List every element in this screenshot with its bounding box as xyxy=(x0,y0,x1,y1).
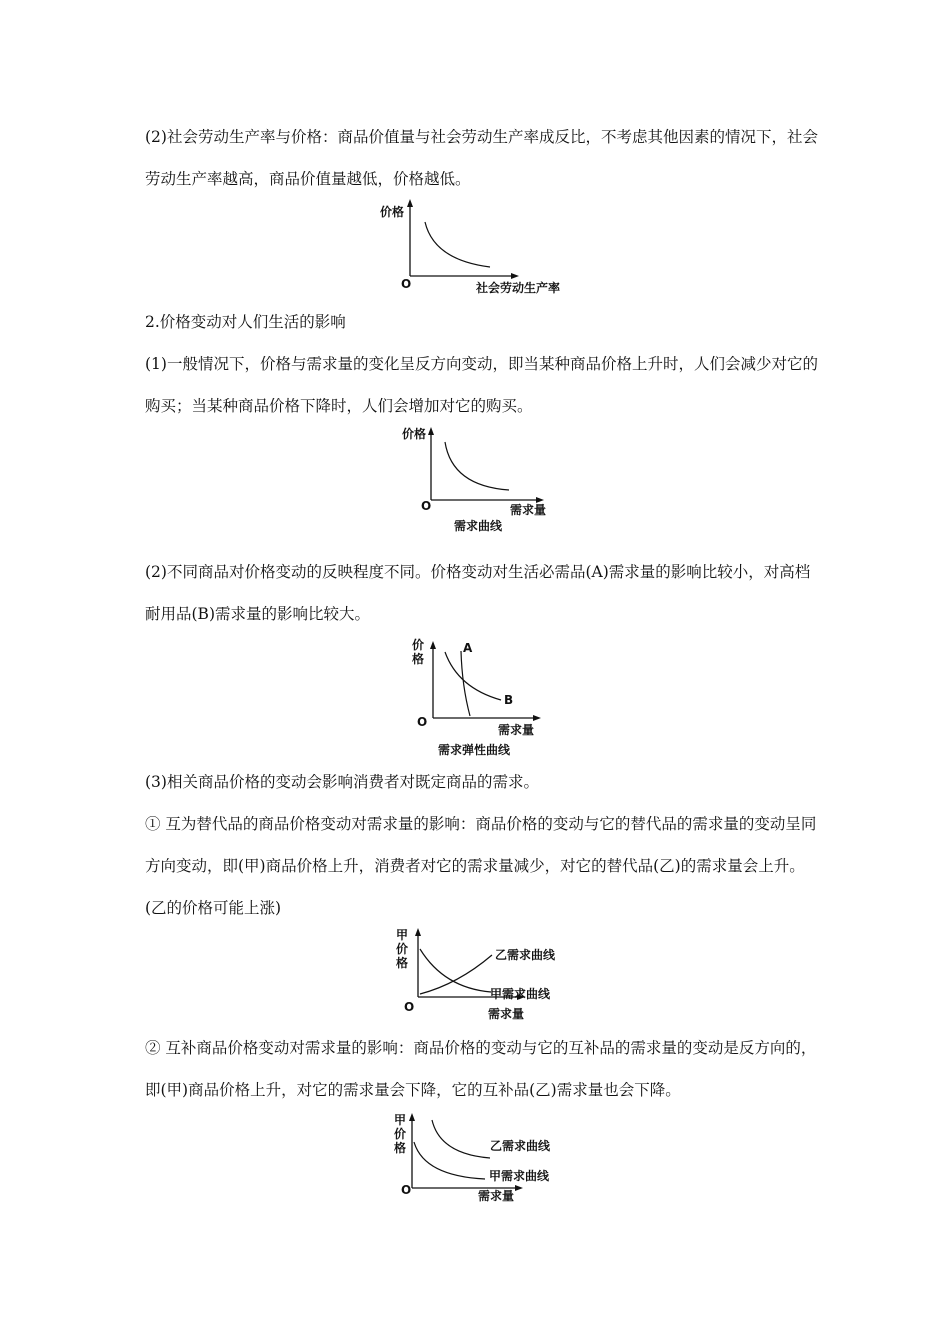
figure-complements xyxy=(366,1108,566,1206)
figure-caption: 需求弹性曲线 xyxy=(438,743,511,757)
y-axis-label-3: 格 xyxy=(394,1141,407,1155)
x-axis-arrow xyxy=(515,1185,523,1191)
x-axis-arrow xyxy=(511,273,519,279)
y-axis-label-1: 甲 xyxy=(396,928,409,942)
y-axis-label-1: 甲 xyxy=(394,1113,407,1127)
figure-demand-curve xyxy=(396,422,566,537)
y-axis-arrow xyxy=(409,1113,415,1121)
curve-yi xyxy=(420,955,492,994)
figure-price-productivity xyxy=(372,196,587,301)
figure-caption: 需求曲线 xyxy=(454,519,503,533)
origin-label: O xyxy=(421,499,432,513)
y-axis-label-2: 价 xyxy=(396,942,409,956)
paragraph-demand-inverse: (1)一般情况下，价格与需求量的变化呈反方向变动，即当某种商品价格上升时，人们会减少对它的购买；当某种商品价格下降时，人们会增加对它的购买。 xyxy=(145,355,818,415)
origin-label: O xyxy=(417,715,428,729)
y-axis-label: 价格 xyxy=(402,427,427,441)
y-axis-label-bottom: 格 xyxy=(412,652,425,666)
curve-b xyxy=(445,652,501,700)
y-axis-arrow xyxy=(428,427,434,435)
y-axis-label-3: 格 xyxy=(396,956,409,970)
origin-label: O xyxy=(404,1000,415,1014)
paragraph-complements: ② 互补商品价格变动对需求量的影响：商品价格的变动与它的互补品的需求量的变动是反方向的，即(甲)商品价格上升，对它的需求量会下降，它的互补品(乙)需求量也会下降。 xyxy=(145,1039,817,1099)
y-axis-arrow xyxy=(407,199,413,207)
demand-curve xyxy=(445,442,509,490)
curve-jia-label: 甲需求曲线 xyxy=(489,1169,550,1183)
figure-substitutes xyxy=(366,922,566,1026)
x-axis-label: 需求量 xyxy=(488,1007,525,1021)
paragraph-elasticity: (2)不同商品对价格变动的反映程度不同。价格变动对生活必需品(A)需求量的影响比较小，对高档耐用品(B)需求量的影响比较大。 xyxy=(145,563,811,623)
curve-jia xyxy=(414,1142,485,1179)
curve-yi-label: 乙需求曲线 xyxy=(490,1139,551,1153)
curve-jia-label: 甲需求曲线 xyxy=(490,987,551,1001)
section-heading: 2.价格变动对人们生活的影响 xyxy=(145,313,346,331)
curve-jia xyxy=(420,949,491,992)
curve-a xyxy=(461,651,470,716)
paragraph-productivity-price: (2)社会劳动生产率与价格：商品价值量与社会劳动生产率成反比，不考虑其他因素的情况下，社会劳动生产率越高，商品价值量越低，价格越低。 xyxy=(145,128,818,188)
y-axis-arrow xyxy=(430,641,436,649)
price-curve xyxy=(425,222,490,267)
y-axis-label-top: 价 xyxy=(412,638,425,652)
figure-demand-elasticity xyxy=(408,636,548,760)
paragraph-related-goods: (3)相关商品价格的变动会影响消费者对既定商品的需求。 xyxy=(145,773,539,791)
y-axis-arrow xyxy=(415,928,421,936)
y-axis-label-2: 价 xyxy=(394,1127,407,1141)
x-axis-label: 社会劳动生产率 xyxy=(476,281,561,295)
y-axis-label: 价格 xyxy=(380,205,405,219)
origin-label: O xyxy=(401,277,412,291)
origin-label: O xyxy=(401,1183,412,1197)
curve-yi-label: 乙需求曲线 xyxy=(495,948,556,962)
curve-b-label: B xyxy=(504,693,514,707)
curve-a-label: A xyxy=(463,641,473,655)
x-axis-label: 需求量 xyxy=(478,1189,515,1203)
paragraph-substitutes: ① 互为替代品的商品价格变动对需求量的影响：商品价格的变动与它的替代品的需求量的变动呈同方向变动，即(甲)商品价格上升，消费者对它的需求量减少，对它的替代品(乙)的需求量会上升。(乙的价格可能上涨) xyxy=(145,815,817,917)
x-axis-arrow xyxy=(533,715,541,721)
x-axis-label: 需求量 xyxy=(498,723,535,737)
x-axis-label: 需求量 xyxy=(510,503,547,517)
curve-yi xyxy=(432,1120,490,1158)
